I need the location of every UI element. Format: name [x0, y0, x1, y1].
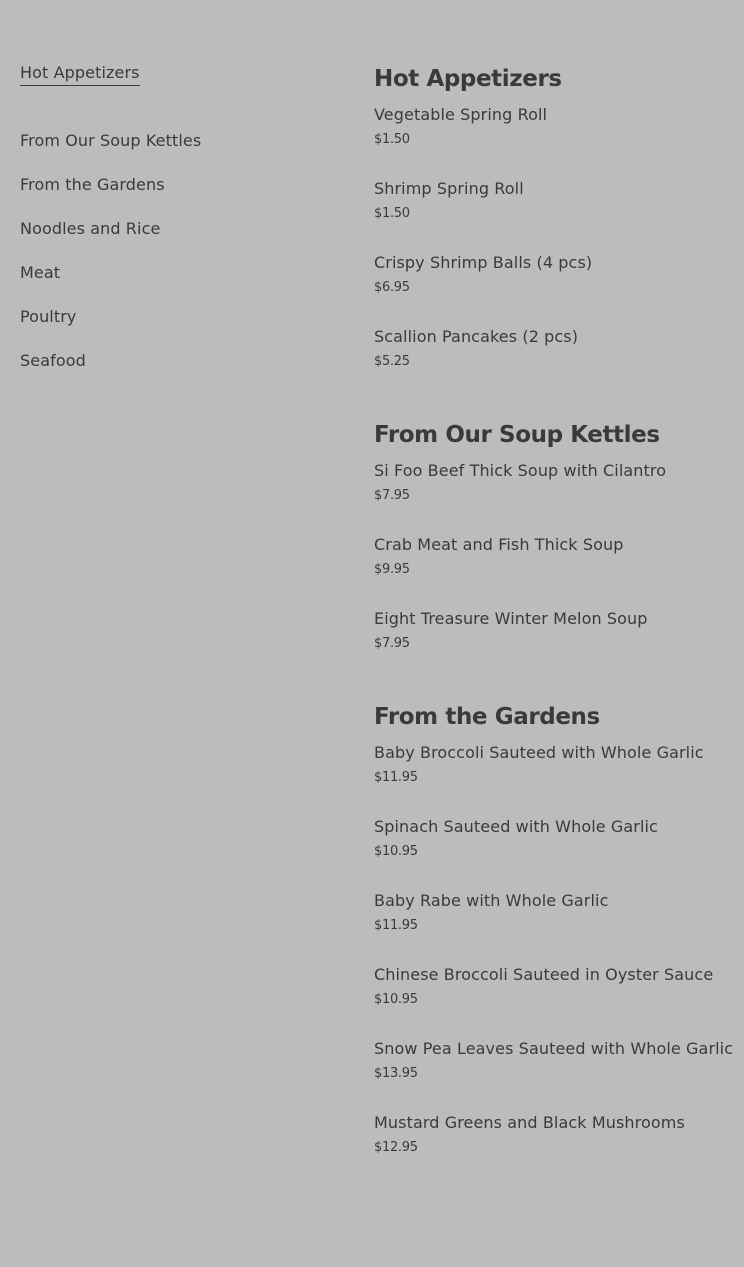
menu-item-price: $11.95	[374, 770, 418, 785]
nav-item-hot-appetizers[interactable]: Hot Appetizers	[20, 62, 140, 86]
menu-item[interactable]	[374, 532, 734, 582]
menu-item[interactable]	[374, 102, 734, 152]
nav-item-from-the-gardens[interactable]: From the Gardens	[20, 175, 165, 194]
menu-item[interactable]	[374, 814, 734, 864]
menu-item[interactable]	[374, 250, 734, 300]
menu-section-from-our-soup-kettles	[374, 418, 734, 656]
menu-item-name: Eight Treasure Winter Melon Soup	[374, 609, 648, 628]
menu-item-name: Scallion Pancakes (2 pcs)	[374, 327, 579, 346]
menu-item-price: $11.95	[374, 918, 418, 933]
menu-item-price: $10.95	[374, 992, 418, 1007]
nav-active-wrap	[20, 62, 320, 108]
menu-item[interactable]	[374, 962, 734, 1012]
menu-item-name: Crab Meat and Fish Thick Soup	[374, 535, 624, 554]
menu-item[interactable]	[374, 1110, 734, 1160]
section-title: Hot Appetizers	[374, 66, 562, 92]
menu-item-price: $9.95	[374, 562, 410, 577]
menu-item[interactable]	[374, 324, 734, 374]
menu-item-price: $6.95	[374, 280, 410, 295]
menu-item-price: $7.95	[374, 636, 410, 651]
category-nav	[20, 62, 320, 394]
menu-item-name: Baby Broccoli Sauteed with Whole Garlic	[374, 743, 704, 762]
menu-item-name: Snow Pea Leaves Sauteed with Whole Garlic	[374, 1039, 734, 1058]
menu-item-price: $7.95	[374, 488, 410, 503]
nav-item-seafood[interactable]: Seafood	[20, 351, 86, 370]
menu-item-price: $5.25	[374, 354, 410, 369]
menu-item-name: Mustard Greens and Black Mushrooms	[374, 1113, 685, 1132]
menu-item-name: Baby Rabe with Whole Garlic	[374, 891, 609, 910]
menu-item-price: $1.50	[374, 206, 410, 221]
menu-item-name: Chinese Broccoli Sauteed in Oyster Sauce	[374, 965, 714, 984]
menu-item[interactable]	[374, 458, 734, 508]
nav-item-meat[interactable]: Meat	[20, 263, 61, 282]
nav-item-poultry[interactable]: Poultry	[20, 307, 77, 326]
section-title: From the Gardens	[374, 704, 600, 730]
menu-item-price: $12.95	[374, 1140, 418, 1155]
menu-item-name: Spinach Sauteed with Whole Garlic	[374, 817, 658, 836]
menu-item[interactable]	[374, 606, 734, 656]
menu-item-price: $10.95	[374, 844, 418, 859]
menu-item[interactable]	[374, 176, 734, 226]
menu-item-price: $1.50	[374, 132, 410, 147]
menu-item[interactable]	[374, 888, 734, 938]
menu-item-name: Crispy Shrimp Balls (4 pcs)	[374, 253, 593, 272]
menu-item-price: $13.95	[374, 1066, 418, 1081]
menu-content	[374, 62, 734, 1204]
menu-section-from-the-gardens	[374, 700, 734, 1160]
menu-item-name: Si Foo Beef Thick Soup with Cilantro	[374, 461, 667, 480]
menu-item[interactable]	[374, 1036, 734, 1086]
nav-item-noodles-and-rice[interactable]: Noodles and Rice	[20, 219, 161, 238]
menu-item[interactable]	[374, 740, 734, 790]
nav-item-from-our-soup-kettles[interactable]: From Our Soup Kettles	[20, 131, 202, 150]
menu-section-hot-appetizers	[374, 62, 734, 374]
menu-item-name: Vegetable Spring Roll	[374, 105, 548, 124]
section-title: From Our Soup Kettles	[374, 422, 660, 448]
menu-item-name: Shrimp Spring Roll	[374, 179, 524, 198]
